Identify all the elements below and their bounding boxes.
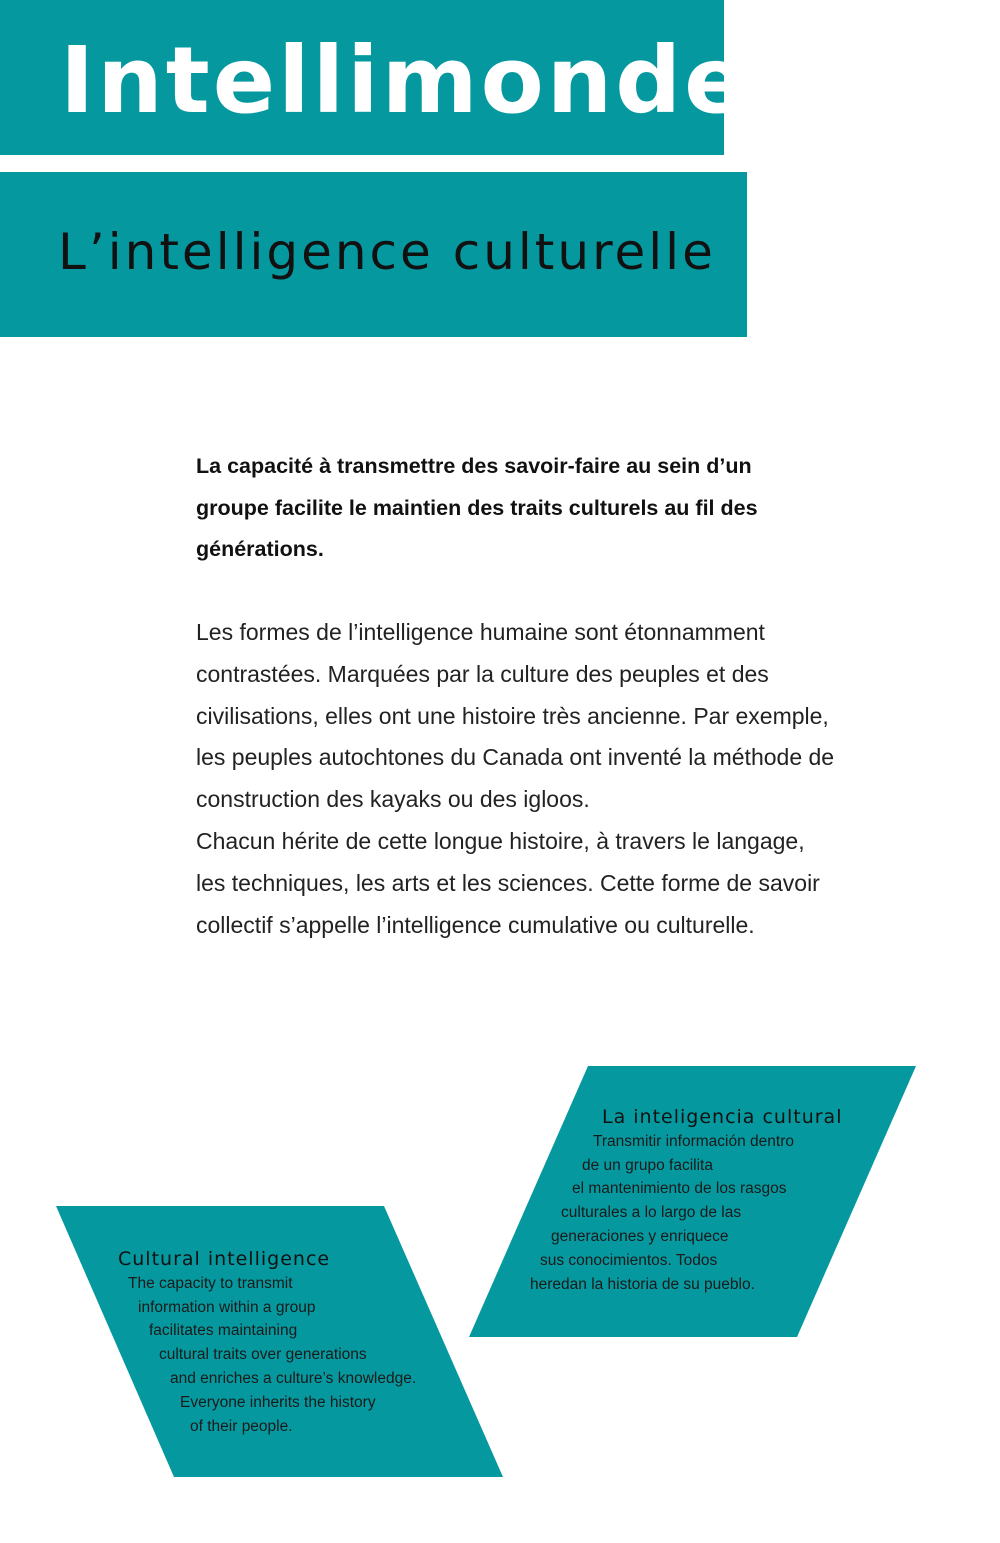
english-box-title: Cultural intelligence (118, 1248, 331, 1270)
english-line: information within a group (138, 1298, 316, 1316)
spanish-line: generaciones y enriquece (551, 1227, 729, 1245)
page-title: Intellimonde (60, 27, 750, 134)
english-box (0, 1248, 416, 1438)
spanish-line: culturales a lo largo de las (561, 1204, 742, 1222)
spanish-line: el mantenimiento de los rasgos (572, 1180, 787, 1198)
body-paragraph-1: Les formes de l’intelligence humaine sont étonnamment contrastées. Marquées par la culture des peuples et des civilisations, elles ont une histoire très ancienne. Par exemple, les peuples autochtones du Canada ont inventé la méthode de construction des kayaks ou des igloos. (196, 619, 835, 813)
spanish-line: de un grupo facilita (582, 1156, 713, 1174)
english-line: facilitates maintaining (149, 1322, 298, 1340)
english-line: The capacity to transmit (128, 1274, 293, 1292)
page-subtitle: L’intelligence culturelle (58, 223, 716, 281)
intro-paragraph: La capacité à transmettre des savoir-faire au sein d’un groupe facilite le maintien des traits culturels au fil des générations. (196, 454, 758, 561)
english-line: and enriches a culture’s knowledge. (170, 1369, 417, 1387)
spanish-box-title: La inteligencia cultural (602, 1106, 843, 1128)
english-line: Everyone inherits the history (180, 1393, 376, 1411)
body-paragraph-2: Chacun hérite de cette longue histoire, à travers le langage, les techniques, les arts et les sciences. Cette forme de savoir collectif s’appelle l’intelligence cumulative ou culturelle. (196, 827, 820, 938)
spanish-line: Transmitir información dentro (593, 1132, 794, 1150)
english-line: of their people. (190, 1417, 293, 1435)
spanish-line: heredan la historia de su pueblo. (530, 1275, 755, 1293)
spanish-line: sus conocimientos. Todos (540, 1251, 718, 1269)
english-line: cultural traits over generations (159, 1346, 367, 1364)
